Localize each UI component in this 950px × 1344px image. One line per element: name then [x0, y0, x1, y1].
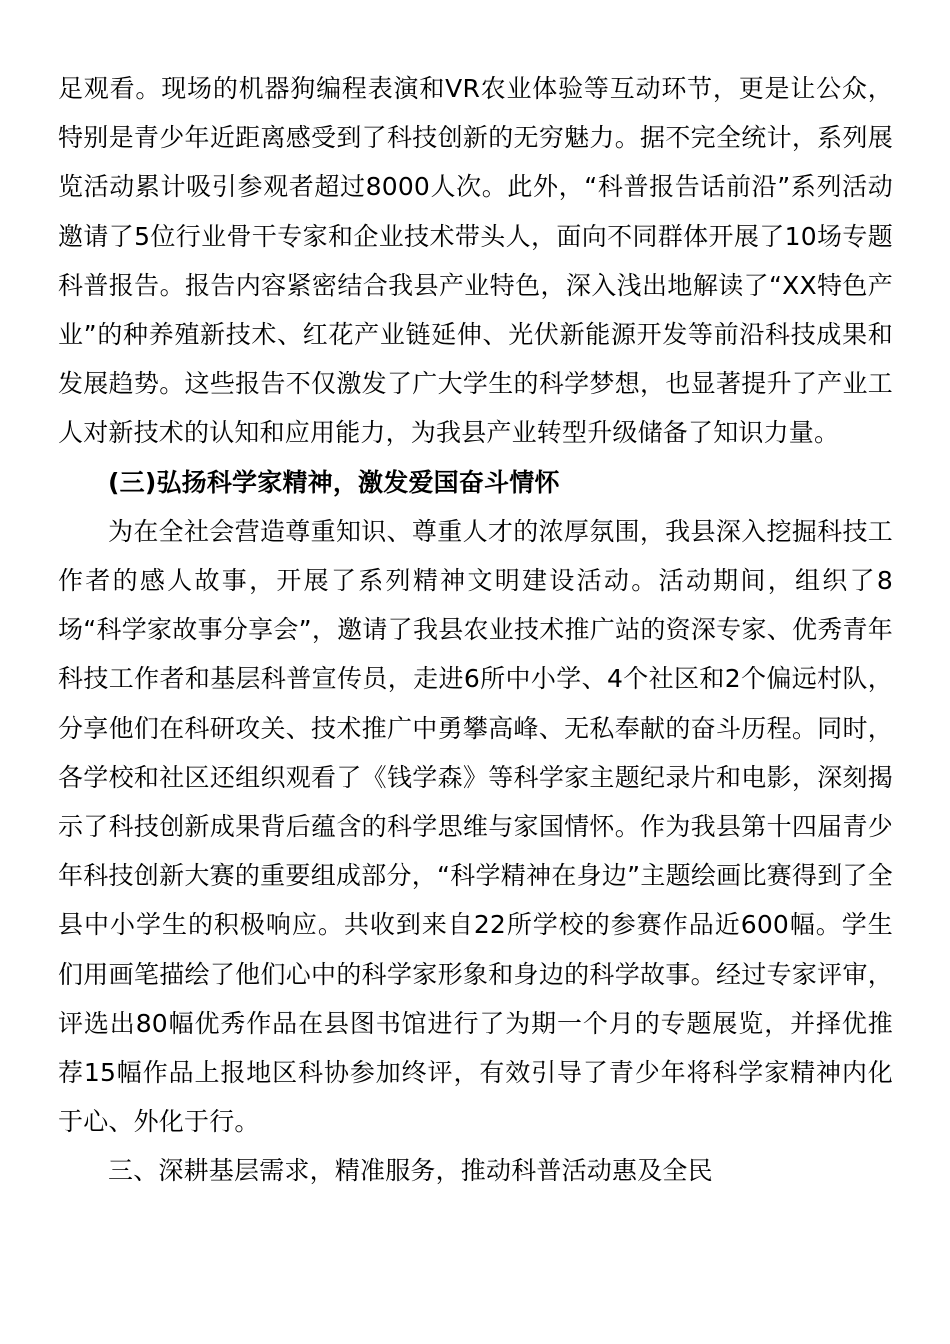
subheading-scientist-spirit: (三)弘扬科学家精神，激发爱国奋斗情怀: [108, 467, 560, 497]
document-page: [58, 64, 893, 1196]
section-heading-grassroots-service: 三、深耕基层需求，精准服务，推动科普活动惠及全民: [108, 1156, 713, 1186]
body-paragraph-exhibition-summary: 足观看。现场的机器狗编程表演和VR农业体验等互动环节，更是让公众，特别是青少年近距离感受到了科技创新的无穷魅力。据不完全统计，系列展览活动累计吸引参观者超过8000人次。此外，“科普报告话前沿”系列活动邀请了5位行业骨干专家和企业技术带头人，面向不同群体开展了10场专题科普报告。报告内容紧密结合我县产业特色，深入浅出地解读了“XX特色产业”的种养殖新技术、红花产业链延伸、光伏新能源开发等前沿科技成果和发展趋势。这些报告不仅激发了广大学生的科学梦想，也显著提升了产业工人对新技术的认知和应用能力，为我县产业转型升级储备了知识力量。: [58, 74, 893, 448]
body-paragraph-scientist-spirit: 为在全社会营造尊重知识、尊重人才的浓厚氛围，我县深入挖掘科技工作者的感人故事，开展了系列精神文明建设活动。活动期间，组织了8场“科学家故事分享会”，邀请了我县农业技术推广站的资深专家、优秀青年科技工作者和基层科普宣传员，走进6所中小学、4个社区和2个偏远村队，分享他们在科研攻关、技术推广中勇攀高峰、无私奉献的奋斗历程。同时，各学校和社区还组织观看了《钱学森》等科学家主题纪录片和电影，深刻揭示了科技创新成果背后蕴含的科学思维与家国情怀。作为我县第十四届青少年科技创新大赛的重要组成部分，“科学精神在身边”主题绘画比赛得到了全县中小学生的积极响应。共收到来自22所学校的参赛作品近600幅。学生们用画笔描绘了他们心中的科学家形象和身边的科学故事。经过专家评审，评选出80幅优秀作品在县图书馆进行了为期一个月的专题展览，并择优推荐15幅作品上报地区科协参加终评，有效引导了青少年将科学家精神内化于心、外化于行。: [58, 516, 893, 1137]
